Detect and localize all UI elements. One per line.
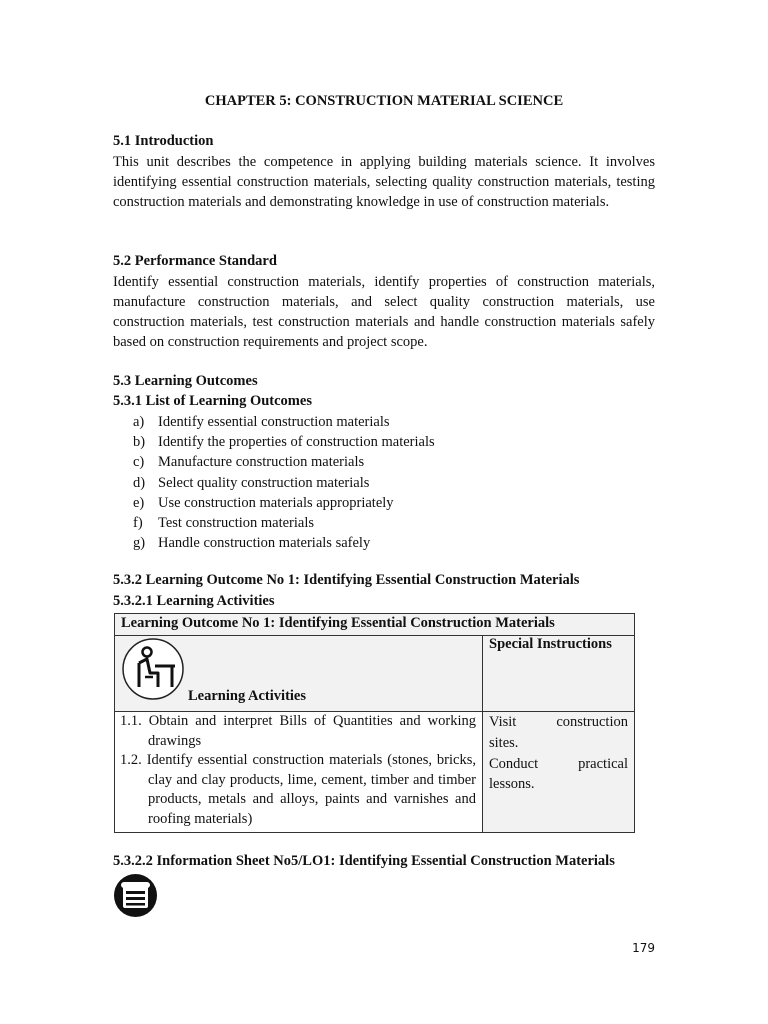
performance-heading: 5.2 Performance Standard: [113, 253, 277, 269]
lo1-heading: 5.3.2 Learning Outcome No 1: Identifying Essential Construction Materials: [113, 572, 580, 588]
list-item: b) Identify the properties of construction materials: [133, 434, 435, 451]
performance-paragraph: Identify essential construction materials, identify properties of construction materials, manufacture construction materials, and select quality construction materials, use construction materials, test construction materials and handle construction materials safely based on construction requirements and project scope.: [113, 274, 655, 350]
activity-item: 1.1. Obtain and interpret Bills of Quantities and working drawings: [120, 713, 476, 749]
special-instruction-line: Conduct practical: [489, 755, 628, 772]
special-instruction-line: sites.: [489, 734, 519, 751]
list-item: a) Identify essential construction materials: [133, 414, 390, 430]
list-item: c) Manufacture construction materials: [133, 454, 365, 471]
activity-item: 1.2. Identify essential construction materials (stones, bricks, clay and clay products, lime, cement, timber and timber products, metals and alloys, paints and varnishes and roofing materials): [120, 752, 476, 827]
activities-column-header: Learning Activities: [188, 688, 307, 704]
learning-activities-table: [114, 613, 635, 833]
intro-heading: 5.1 Introduction: [113, 133, 214, 149]
special-instructions-cell: [483, 712, 635, 833]
special-instruction-line: Visit construction: [489, 714, 628, 730]
learner-at-desk-icon: [121, 637, 185, 701]
intro-paragraph: This unit describes the competence in applying building materials science. It involves identifying essential construction materials, selecting quality construction materials, testing construction materials and demonstrating knowledge in use of construction materials.: [113, 154, 655, 210]
activities-cell: [115, 712, 483, 833]
list-item: d) Select quality construction materials: [133, 474, 370, 491]
chapter-title: CHAPTER 5: CONSTRUCTION MATERIAL SCIENCE: [204, 93, 564, 109]
table-title: Learning Outcome No 1: Identifying Essential Construction Materials: [115, 614, 635, 636]
activities-header-cell: [115, 636, 483, 712]
list-item: g) Handle construction materials safely: [133, 535, 371, 552]
page-number: 179: [632, 941, 655, 955]
special-instructions-header: Special Instructions: [483, 636, 635, 712]
information-sheet-icon: [113, 873, 158, 918]
activities-heading: 5.3.2.1 Learning Activities: [113, 593, 275, 609]
list-item: e) Use construction materials appropriately: [133, 494, 394, 511]
outcomes-list-heading: 5.3.1 List of Learning Outcomes: [113, 393, 312, 409]
special-instruction-line: lessons.: [489, 776, 535, 793]
list-item: f) Test construction materials: [133, 515, 315, 532]
outcomes-heading: 5.3 Learning Outcomes: [113, 373, 258, 389]
learning-outcomes-list: [133, 412, 435, 553]
info-sheet-heading: 5.3.2.2 Information Sheet No5/LO1: Identifying Essential Construction Materials: [113, 853, 615, 869]
